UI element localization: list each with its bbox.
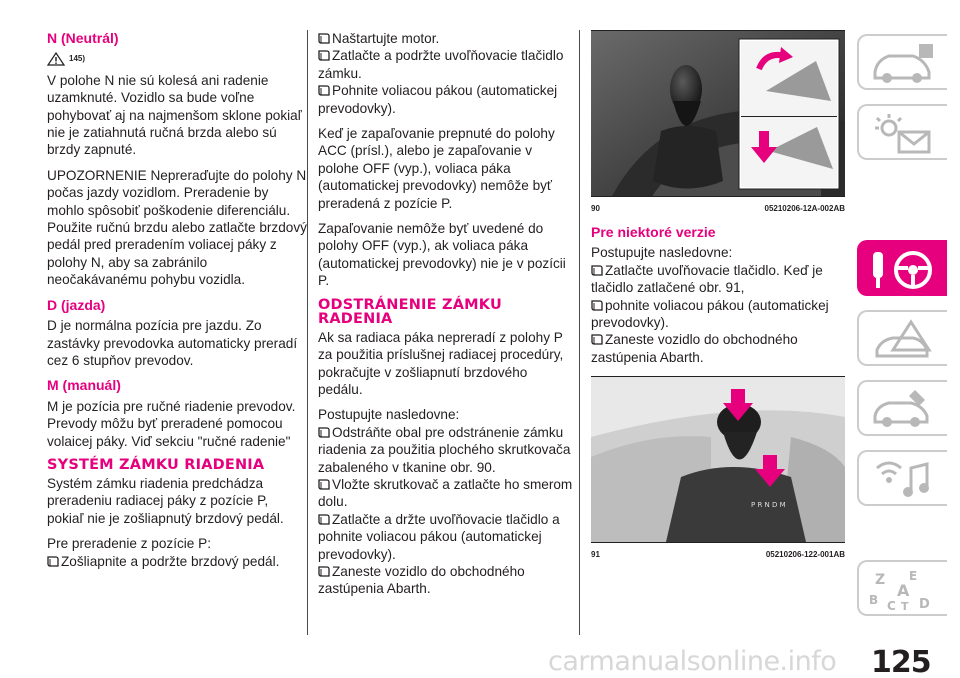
step-item: Vložte skrutkovač a zatlačte ho smerom dolu. <box>318 476 573 510</box>
warning-lights-icon <box>867 112 937 156</box>
index-letter: E <box>909 569 918 583</box>
step-item: Zaneste vozidlo do obchodného zastúpenia Abarth. <box>591 332 798 365</box>
paragraph-postupujte: Postupujte nasledovne: <box>591 245 733 261</box>
index-letter: B <box>869 593 879 607</box>
column-left <box>47 30 307 570</box>
paragraph-pre-preradenie: Pre preradenie z pozície P: <box>47 536 211 552</box>
warning-reference <box>47 50 307 67</box>
tab-emergency[interactable] <box>857 310 947 366</box>
svg-text:P R N D M: P R N D M <box>751 501 786 510</box>
paragraph-upozornenie: UPOZORNENIE Nepreraďujte do polohy N počas jazdy vozidlom. Preradenie by mohlo spôsobiť poškodenie diferenciálu. Použite ručnú brzdu alebo zatlačte brzdový pedál pred preradením voliacej páky z polohy N, aby sa zabránilo neočakávanému pohybu vozidla. <box>47 167 307 288</box>
step-item: Pohnite voliacou pákou (automatickej prevodovky). <box>318 83 558 116</box>
step-item: Zatlačte a držte uvoľňovacie tlačidlo a pohnite voliacou pákou (automatickej prevodovky). <box>318 511 560 562</box>
book-icon <box>318 85 330 96</box>
figure-code: 05210206-122-001AB <box>765 550 845 560</box>
tab-index[interactable] <box>857 560 947 616</box>
paragraph-neutral: V polohe N nie sú kolesá ani radenie uzamknuté. Vozidlo sa bude voľne pohybovať aj na najmenšom sklone pokiaľ nie je zatiahnutá ručná brzda alebo sú brzdy zapnuté. <box>47 72 302 158</box>
footer-watermark: carmanualsonline.info <box>548 646 837 677</box>
paragraph-manual: M je pozícia pre ručné riadenie prevodov. Prevody môžu byť preradené pomocou volaicej páky. Viď sekciu "ručné radenie" <box>47 398 296 449</box>
book-icon <box>318 50 330 61</box>
heading-some-versions: Pre niektoré verzie <box>591 224 716 240</box>
figure-number: 90 <box>591 204 600 213</box>
book-icon <box>591 265 603 276</box>
column-divider <box>307 30 308 635</box>
steering-key-icon <box>867 248 937 292</box>
tab-steering-key[interactable] <box>857 240 947 296</box>
index-letters-icon <box>867 568 937 612</box>
index-letter: A <box>897 581 910 600</box>
figure-number: 91 <box>591 550 600 560</box>
gear-lever-illustration <box>591 31 845 197</box>
step-item: Naštartujte motor. <box>318 30 573 47</box>
tab-car-info[interactable] <box>857 34 947 90</box>
book-icon <box>591 300 603 311</box>
tab-multimedia[interactable] <box>857 450 947 506</box>
book-icon <box>318 479 330 490</box>
book-icon <box>318 566 330 577</box>
column-divider <box>579 30 580 635</box>
heading-odstranenie: ODSTRÁNENIE ZÁMKU RADENIA <box>318 296 502 327</box>
index-letter: T <box>901 600 909 612</box>
book-icon <box>318 427 330 438</box>
paragraph-acc: Keď je zapaľovanie prepnuté do polohy ACC (prísl.), alebo je zapaľovanie v polohe OFF (vyp.), voliaca páka (automatickej prevodovky) nemôže byť preradená z pozície P. <box>318 126 555 211</box>
heading-manual: M (manuál) <box>47 377 121 394</box>
step-item: Zatlačte a podržte uvoľňovacie tlačidlo zámku. <box>318 48 564 81</box>
book-icon <box>318 33 330 44</box>
book-icon <box>318 514 330 525</box>
step-item: Zošliapnite a podržte brzdový pedál. <box>47 553 307 570</box>
page-number: 125 <box>871 645 931 678</box>
step-item: pohnite voliacou pákou (automatickej prevodovky). <box>591 297 829 331</box>
maintenance-car-icon <box>867 388 937 432</box>
index-letter: C <box>887 599 896 612</box>
column-right <box>591 30 845 560</box>
paragraph-postupujte: Postupujte nasledovne: <box>318 407 460 423</box>
heading-drive: D (jazda) <box>47 296 106 313</box>
warning-ref-number: 145) <box>69 54 86 64</box>
book-icon <box>591 334 603 345</box>
paragraph-system-lock: Systém zámku riadenia predchádza preradeniu radiacej páky z pozície P, pokiaľ nie je zošliapnutý brzdový pedál. <box>47 475 284 526</box>
warning-triangle-icon <box>47 52 65 66</box>
heading-neutral: N (Neutrál) <box>47 30 119 46</box>
figure-91-caption <box>591 546 845 560</box>
book-icon <box>47 556 59 567</box>
index-letter: Z <box>875 572 886 588</box>
step-item: Odstráňte obal pre odstránenie zámku riadenia za použitia plochého skrutkovača zabaleného v tkanine obr. 90. <box>318 424 571 475</box>
figure-90 <box>591 30 845 197</box>
figure-code: 05210206-12A-002AB <box>764 204 845 213</box>
tab-warning-lights[interactable] <box>857 104 947 160</box>
multimedia-icon <box>867 458 937 502</box>
paragraph-off: Zapaľovanie nemôže byť uvedené do polohy OFF (vyp.), ak voliaca páka (automatickej prevodovky) nie je v pozícii P. <box>318 221 566 289</box>
step-item: Zaneste vozidlo do obchodného zastúpenia Abarth. <box>318 563 525 597</box>
gear-lever-photo-illustration <box>591 377 845 543</box>
column-middle <box>318 30 573 598</box>
figure-91 <box>591 376 845 543</box>
heading-system-lock: SYSTÉM ZÁMKU RIADENIA <box>47 456 265 473</box>
figure-90-caption <box>591 200 845 214</box>
tab-maintenance[interactable] <box>857 380 947 436</box>
index-letter: D <box>919 597 930 612</box>
paragraph-ak: Ak sa radiaca páka nepreradí z polohy P za použitia príslušnej radiacej procedúry, pokračujte v zošliapnutí brzdového pedálu. <box>318 329 564 397</box>
paragraph-drive: D je normálna pozícia pre jazdu. Zo zastávky prevodovka automaticky preradí cez 6 stupňov prevodov. <box>47 318 298 368</box>
car-info-icon <box>867 42 937 86</box>
emergency-triangle-icon <box>867 318 937 362</box>
step-item: Zatlačte uvoľňovacie tlačidlo. Keď je tlačidlo zatlačené obr. 91, <box>591 262 823 296</box>
